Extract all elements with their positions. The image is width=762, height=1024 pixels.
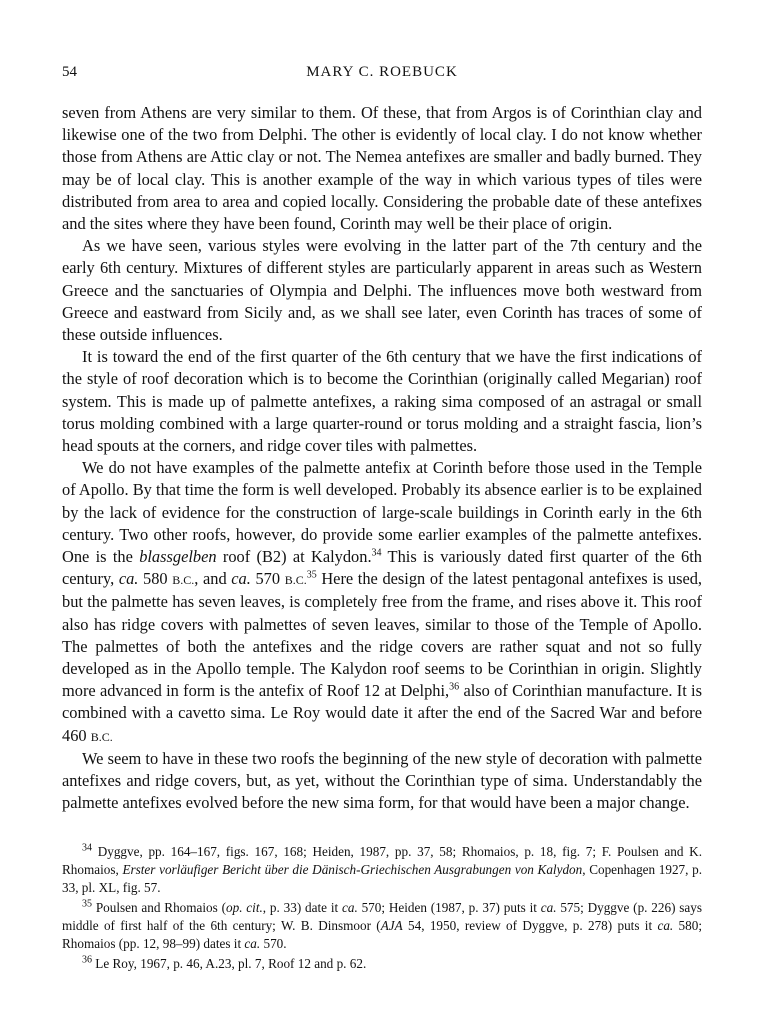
footnote-36 <box>62 955 702 973</box>
p4-italic-ca-1: ca. <box>118 569 139 589</box>
p4-bc-1: B.C. <box>172 573 195 588</box>
p4-italic-ca-2: ca. <box>231 569 251 589</box>
footnotes <box>62 843 702 973</box>
paragraph-5: We seem to have in these two roofs the beginning of the new style of decoration with palmette antefixes and ridge covers, but, as yet, without the Corinthian type of sima. Understandably the palmette antefixes evolved before the new sima form, for that would have been a major change. <box>62 748 702 813</box>
footnote-35-text-c: 570; Heiden (1987, p. 37) puts it <box>357 899 541 915</box>
running-head: MARY C. ROEBUCK <box>306 64 458 80</box>
footnote-ref-36[interactable]: 36 <box>449 681 460 693</box>
footnote-34 <box>62 843 702 897</box>
footnote-34-number: 34 <box>82 842 92 854</box>
footnote-34-text-b: , Copenhagen 1927, p. 33, pl. XL, fig. 57. <box>62 861 703 895</box>
p4-italic-blassgelben: blassgelben <box>139 547 217 567</box>
footnote-35-text-e: 54, 1950, review of Dyggve, p. 278) puts it <box>402 917 658 933</box>
page-number: 54 <box>62 64 77 80</box>
p4-bc-2: B.C. <box>284 573 307 588</box>
footnote-35-text-f: 580; Rhomaios (pp. 12, 98–99) dates it <box>62 917 702 951</box>
footnote-35-text-g: 570. <box>260 935 287 951</box>
footnote-35-ca-1: ca. <box>342 899 358 915</box>
p4-bc-3: B.C. <box>90 729 113 744</box>
p4-text-c: roof (B2) at Kalydon. <box>216 547 372 567</box>
p4-text-i: also of Corinthian manufacture. It is combined with a cavetto sima. Le Roy would date it after the end of the Sacred War and before 460 <box>62 681 702 745</box>
p4-text-d: This is variously dated first quarter of the 6th century, <box>62 547 702 589</box>
footnote-ref-34[interactable]: 34 <box>371 547 382 559</box>
footnote-35-ca-3: ca. <box>657 917 674 933</box>
footnote-35-ca-2: ca. <box>540 899 557 915</box>
footnote-35-text-a: Poulsen and Rhomaios ( <box>92 899 226 915</box>
footnote-35-aja: AJA <box>380 917 403 933</box>
footnote-35-opcit: op. cit. <box>226 899 263 915</box>
footnote-36-number: 36 <box>82 954 92 966</box>
p4-text-a: We do not have examples of the palmette antefix at Corinth before those used in the Temple of Apollo. By that time the form is well developed. Probably its absence earlier is to be explained by the lack of evidence for the construction of large-scale buildings in Corinth early in the 6th century. Two other roofs, however, do provide some earlier examples of the palmette antefixes. One is the <box>62 458 702 567</box>
paragraph-4 <box>62 457 702 748</box>
footnote-36-text-a: Le Roy, 1967, p. 46, A.23, pl. 7, Roof 12 and p. 62. <box>92 955 367 971</box>
footnote-34-title: Erster vorläufiger Bericht über die Dänisch-Griechischen Ausgrabungen von Kalydon <box>122 861 583 877</box>
footnote-35-text-d: 575; Dyggve (p. 226) says middle of first half of the 6th century; W. B. Dinsmoor ( <box>62 899 703 933</box>
paragraph-2: As we have seen, various styles were evolving in the latter part of the 7th century and the early 6th century. Mixtures of different styles are particularly apparent in areas such as Western Greece and the sanctuaries of Olympia and Delphi. The influences move both westward from Greece and eastward from Sicily and, as we shall see later, even Corinth has traces of some of these outside influences. <box>62 236 702 345</box>
footnote-35-ca-4: ca. <box>244 935 261 951</box>
page-header <box>62 64 702 86</box>
footnote-35-number: 35 <box>82 898 92 910</box>
footnote-35 <box>62 899 702 953</box>
paragraph-3: It is toward the end of the first quarter of the 6th century that we have the first indications of the style of roof decoration which is to become the Corinthian (originally called Megarian) roof system. This is made up of palmette antefixes, a raking sima composed of an astragal or small torus molding combined with a large quarter-round or torus molding and a straight fascia, lion’s head spouts at the corners, and ridge cover tiles with palmettes. <box>62 347 702 456</box>
body-text <box>62 102 702 815</box>
p4-text-e: 580 <box>138 569 173 589</box>
p4-text-f: , and <box>194 569 232 589</box>
p4-text-h: Here the design of the latest pentagonal antefixes is used, but the palmette has seven leaves, is completely free from the frame, and rises above it. This roof also has ridge covers with palmettes of seven leaves, similar to those of the Temple of Apollo. The palmettes of both the antefixes and the ridge covers are rather squat and not so fully developed as in the Apollo temple. The Kalydon roof seems to be Corinthian in origin. Slightly more advanced in form is the antefix of Roof 12 at Delphi, <box>62 569 703 701</box>
document-page <box>62 64 702 975</box>
p4-text-g: 570 <box>250 569 285 589</box>
footnote-35-text-b: , p. 33) date it <box>262 899 342 915</box>
footnote-34-text-a: Dyggve, pp. 164–167, figs. 167, 168; Heiden, 1987, pp. 37, 58; Rhomaios, p. 18, fig. 7; F. Poulsen and K. Rhomaios, <box>62 843 702 877</box>
footnote-ref-35[interactable]: 35 <box>306 569 317 581</box>
paragraph-1: seven from Athens are very similar to them. Of these, that from Argos is of Corinthian clay and likewise one of the two from Delphi. The other is evidently of local clay. I do not know whether those from Athens are Attic clay or not. The Nemea antefixes are smaller and badly burned. They may be of local clay. This is another example of the way in which various types of tiles were distributed from area to area and copied locally. Considering the probable date of these antefixes and the sites where they have been found, Corinth may well be their place of origin. <box>62 103 702 234</box>
